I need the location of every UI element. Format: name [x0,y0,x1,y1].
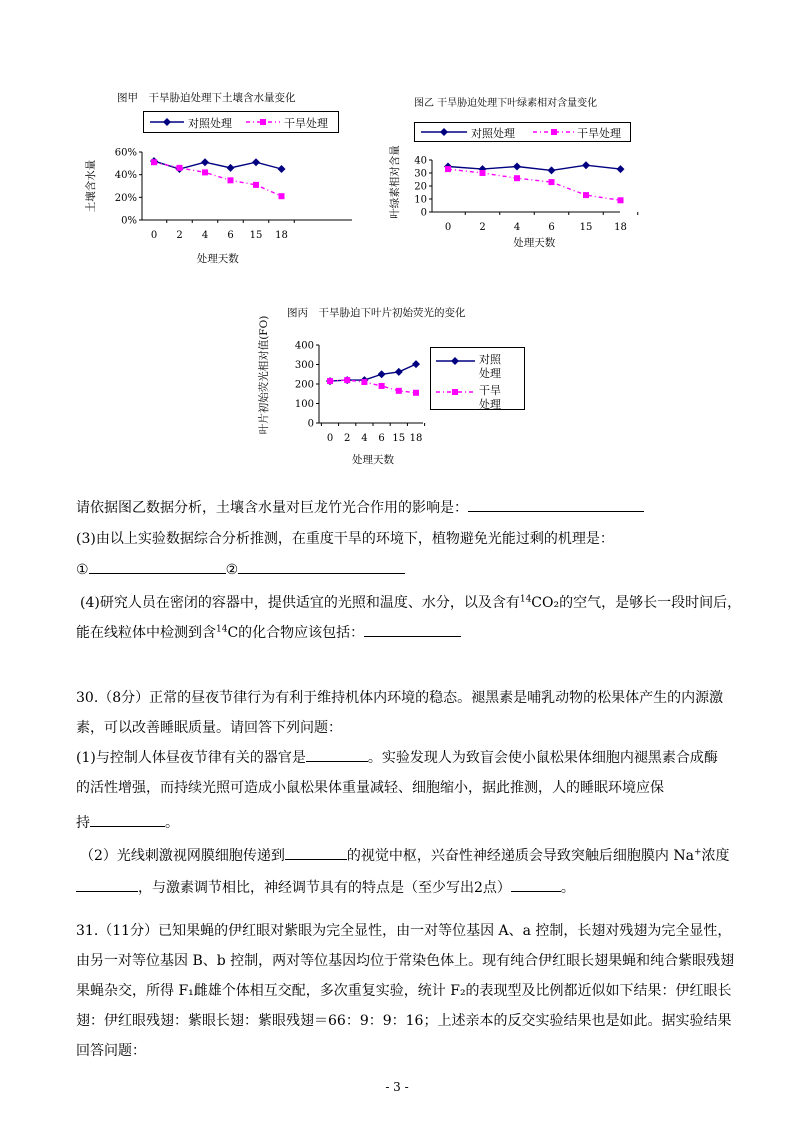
y-tick-label: 0 [307,418,314,430]
data-point-drought [177,165,183,171]
y-tick-label: 20% [114,192,137,204]
data-point-drought [361,379,367,385]
question-text: C的化合物应该包括： [227,625,365,641]
data-point-drought [228,177,234,183]
question-text: 果蝇杂交，所得 F₁雌雄个体相互交配，多次重复实验，统计 F₂的表现型及比例都近似如下结果：伊红眼长 [76,983,732,999]
question-text: 。 [165,815,179,831]
chart-bing-title: 图丙 干旱胁迫下叶片初始荧光的变化 [287,307,466,319]
chart-jia-title: 图甲 干旱胁迫处理下土壤含水量变化 [117,92,296,104]
x-tick-label: 0 [444,222,452,233]
x-tick-label: 0 [150,230,158,241]
question-text: （2）光线刺激视网膜细胞传递到 [80,848,285,864]
data-point-control [548,166,556,174]
question-31-line2 [76,946,735,976]
answer-blank [364,622,461,637]
data-point-control [582,161,590,169]
answer-blank [90,812,165,827]
x-tick-label: 2 [479,222,486,233]
answer-blank [89,559,226,574]
y-tick-label: 10 [414,194,427,206]
legend-diamond-marker [440,128,448,136]
question-text: 能在线粒体中检测到含 [76,625,216,641]
question-text: 回答问题： [76,1043,146,1059]
answer-blank [76,877,138,892]
page-number: - 3 - [385,1080,409,1094]
data-point-drought [202,169,208,175]
y-tick-label: 300 [294,360,314,371]
question-3-answers [76,555,716,585]
y-tick-label: 20 [414,181,427,193]
data-point-control [201,158,209,166]
question-4-line2 [76,618,716,648]
question-text: 的活性增强，而持续光照可造成小鼠松果体重量减轻、细胞缩小，据此推测，人的睡眠环境应保 [76,780,664,796]
y-axis-label: 叶片初始荧光相对值(FO) [258,315,270,435]
chart-yi-legend-drought: 干旱处理 [577,127,621,140]
data-point-control [412,360,420,368]
y-tick-label: 60% [114,147,137,159]
question-text: CO₂的空气，是够长一段时间后， [531,595,742,611]
chart-jia [80,140,350,270]
isotope-superscript: 14 [519,594,532,605]
legend-square-marker [260,119,266,125]
series-line-0 [448,165,621,170]
question-text: (1)与控制人体昼夜节律有关的器官是 [76,750,306,766]
data-point-drought [583,192,589,198]
y-tick-label: 30 [414,168,427,180]
question-30-line7 [76,873,716,903]
question-text: 31.（11分）已知果蝇的伊红眼对紫眼为完全显性，由一对等位基因 A、a 控制，长翅对残翅为完全显性， [76,923,732,939]
question-text: 素，可以改善睡眠质量。请回答下列问题： [76,720,342,736]
question-30-line4 [76,773,716,803]
x-axis-label: 处理天数 [352,454,394,466]
question-line-chlorophyll [76,493,716,523]
y-tick-label: 40 [414,155,427,167]
y-tick-label: 0% [121,215,137,227]
data-point-control [252,158,260,166]
x-tick-label: 6 [227,230,234,241]
x-axis-label: 处理天数 [513,237,556,249]
chart-jia-legend-control: 对照处理 [188,117,232,130]
question-text: 。实验发现人为致盲会使小鼠松果体细胞内褪黑素合成酶 [367,750,718,766]
chart-bing-legend [430,347,525,410]
question-text: 。 [560,880,575,896]
data-point-drought [151,159,157,165]
legend-square-marker [551,129,557,135]
data-point-control [395,368,403,376]
question-30-line3 [76,743,716,773]
legend-diamond-marker [163,118,171,126]
y-tick-label: 100 [294,399,314,410]
x-tick-label: 18 [409,433,423,444]
data-point-drought [344,377,350,383]
y-tick-label: 0 [420,207,427,219]
question-30-line5 [76,808,716,838]
x-tick-label: 15 [249,230,263,241]
question-text: 的视觉中枢，兴奋性神经递质会导致突触后细胞膜内 Na [346,848,694,864]
data-point-drought [379,383,385,389]
answer-label-2: ② [225,562,239,578]
series-line-1 [330,380,416,393]
answer-blank [285,845,347,860]
question-31-line1 [76,916,732,946]
data-point-drought [514,175,520,181]
legend-square-marker [452,389,458,395]
chart-jia-legend [143,111,339,133]
ion-superscript: + [693,847,702,858]
series-line-0 [330,364,416,381]
question-31-line4 [76,1006,732,1036]
data-point-drought [327,378,333,384]
question-31-line3 [76,976,732,1006]
data-point-control [513,163,521,171]
x-tick-label: 2 [344,433,351,444]
y-tick-label: 400 [294,340,314,352]
series-line-0 [154,161,282,169]
x-tick-label: 4 [361,433,368,444]
x-tick-label: 6 [548,222,555,233]
answer-blank [468,497,644,512]
x-tick-label: 15 [392,433,406,444]
question-31-line5 [76,1036,716,1066]
question-text: (3)由以上实验数据综合分析推测，在重度干旱的环境下，植物避免光能过剩的机理是： [76,531,614,547]
isotope-superscript: 14 [216,624,228,635]
data-point-drought [253,182,259,188]
question-30-line6 [80,841,730,871]
x-axis-label: 处理天数 [196,253,239,265]
data-point-control [278,165,286,173]
data-point-drought [445,166,451,172]
question-text: 请依据图乙数据分析，土壤含水量对巨龙竹光合作用的影响是： [76,500,468,516]
data-point-control [617,165,625,173]
question-text: 由另一对等位基因 B、b 控制，两对等位基因均位于常染色体上。现有纯合伊红眼长翅果蝇和纯合紫眼残翅 [76,953,735,969]
question-3 [76,524,716,554]
question-text: 30.（8分）正常的昼夜节律行为有利于维持机体内环境的稳态。褪黑素是哺乳动物的松果体产生的内源激 [76,690,724,706]
data-point-control [378,370,386,378]
chart-bing-legend-drought: 干旱处理 [479,384,501,411]
x-tick-label: 4 [513,222,521,233]
x-tick-label: 2 [176,230,183,241]
chart-jia-legend-drought: 干旱处理 [284,117,328,130]
data-point-drought [413,390,419,396]
series-line-1 [448,169,621,200]
data-point-drought [549,179,555,185]
data-point-control [227,164,235,172]
x-tick-label: 4 [201,230,209,241]
y-tick-label: 40% [114,170,137,182]
chart-yi [389,145,650,255]
x-tick-label: 15 [579,222,593,233]
answer-label-1: ① [76,562,89,578]
chart-bing [255,315,435,470]
question-text: 持 [76,815,90,831]
x-tick-label: 18 [614,222,627,233]
x-tick-label: 0 [326,433,334,444]
answer-blank [306,747,368,762]
chart-yi-legend-control: 对照处理 [471,127,515,140]
chart-bing-legend-control: 对照处理 [479,353,501,380]
data-point-drought [618,197,624,203]
legend-diamond-marker [451,357,459,365]
question-4-line1 [80,588,742,618]
x-tick-label: 6 [378,433,385,444]
answer-blank [511,877,561,892]
question-text: ，与激素调节相比，神经调节具有的特点是（至少写出2点） [138,880,511,896]
chart-yi-legend [414,122,631,142]
answer-blank [238,559,405,574]
y-tick-label: 200 [294,379,314,391]
data-point-drought [396,388,402,394]
y-axis-label: 土壤含水量 [85,159,97,213]
question-text: (4)研究人员在密闭的容器中，提供适宜的光照和温度、水分，以及含有 [80,595,520,611]
data-point-drought [279,193,285,199]
question-text: 浓度 [701,848,730,864]
question-30-line2 [76,713,716,743]
chart-yi-title: 图乙 干旱胁迫处理下叶绿素相对含量变化 [414,98,598,109]
data-point-drought [480,170,486,176]
x-tick-label: 18 [275,230,288,241]
y-axis-label: 叶绿素相对含量 [389,145,401,219]
question-30-line1 [76,683,724,713]
question-text: 翅：伊红眼残翅：紫眼长翅：紫眼残翅＝66：9：9：16；上述亲本的反交实验结果也是如此。据实验结果 [76,1013,732,1029]
